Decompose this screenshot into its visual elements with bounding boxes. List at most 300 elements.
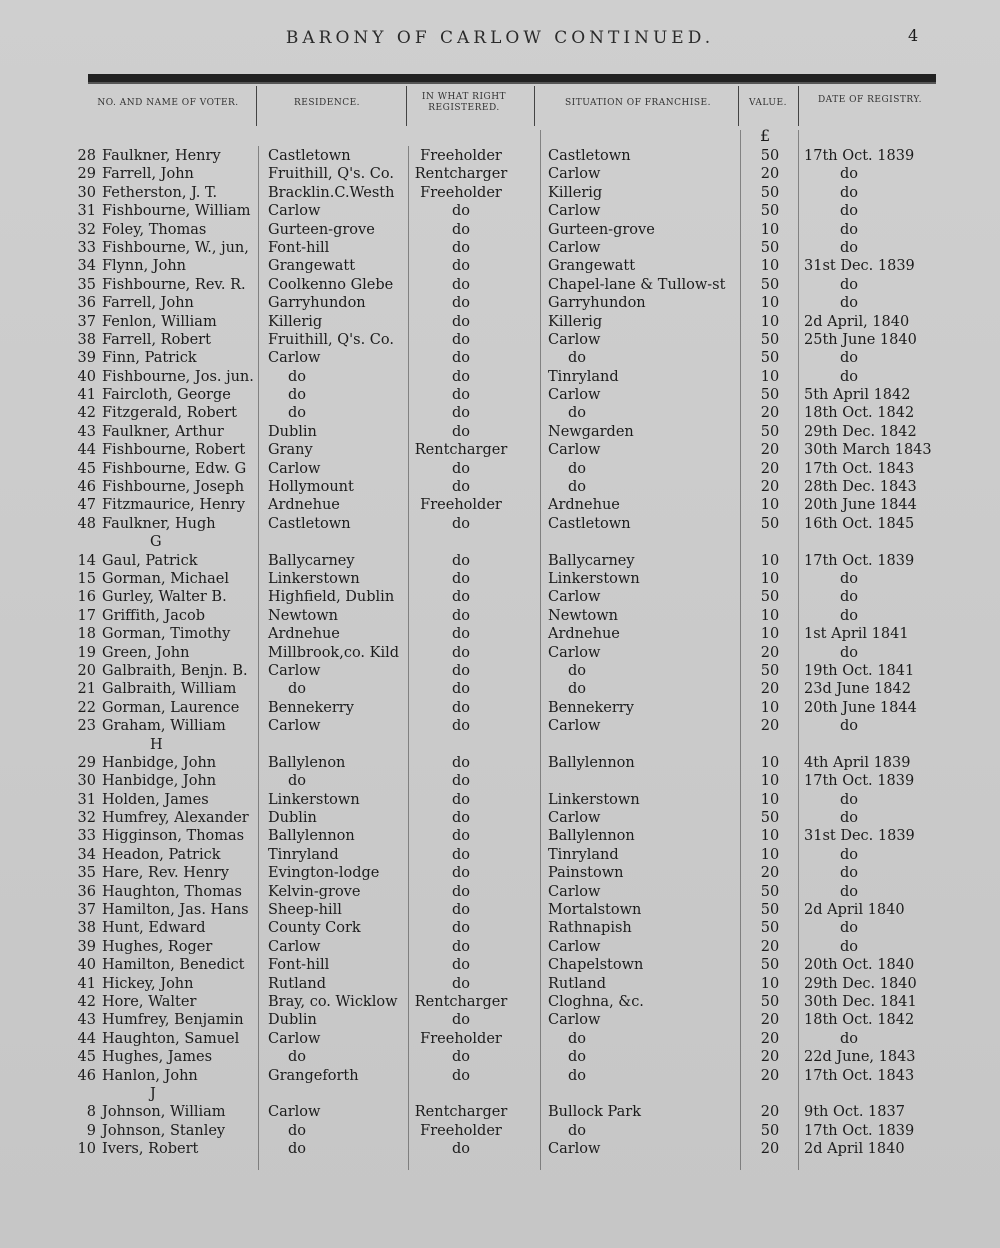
table-row [0,754,1000,772]
voter-number: 16 [77,589,96,606]
table-row [0,386,1000,404]
voter-number: 20 [77,662,96,679]
residence: Newtown [268,607,338,624]
registration-right: do [451,368,470,385]
table-row [0,313,1000,331]
voter-number: 32 [77,810,96,827]
registry-date: 2d April 1840 [804,1141,905,1158]
table-row [0,993,1000,1011]
registry-date: 17th Oct. 1839 [804,1122,915,1139]
registry-date: 19th Oct. 1841 [804,662,915,679]
franchise-value: 10 [760,791,780,808]
registry-date: do [839,920,858,937]
residence: Coolkenno Glebe [268,276,394,293]
section-letter-label: J [150,1085,156,1102]
voter-name: Gorman, Timothy [102,626,231,643]
residence: Grangewatt [268,258,356,275]
voter-name: Fitzgerald, Robert [102,405,238,422]
table-row [0,423,1000,441]
franchise-situation: Gurteen-grove [548,221,655,238]
franchise-situation: Chapel-lane & Tullow-st [548,276,726,293]
voter-name: Fishbourne, W., jun, [102,239,249,256]
registry-date: 20th June 1844 [804,699,917,716]
voter-number: 17 [77,607,96,624]
registry-date: 17th Oct. 1843 [804,1067,915,1084]
residence: Carlow [268,1030,321,1047]
registry-date: 1st April 1841 [804,626,909,643]
table-row [0,901,1000,919]
table-row [0,460,1000,478]
registration-right: do [451,1067,470,1084]
franchise-value: 10 [760,570,780,587]
residence: Killerig [268,313,323,330]
table-row [0,1030,1000,1048]
voter-number: 46 [77,1067,96,1084]
residence: Ardnehue [268,626,340,643]
table-row [0,588,1000,606]
residence: do [288,773,307,790]
table-row [0,368,1000,386]
franchise-situation: Castletown [548,148,631,164]
franchise-value: 50 [760,423,780,440]
registration-right: do [451,754,470,771]
header-rule [88,74,936,84]
registry-date: 31st Dec. 1839 [804,258,915,275]
residence: Ballylenon [268,754,346,771]
table-row [0,699,1000,717]
registration-right: do [451,203,470,220]
residence: Highfield, Dublin [268,589,395,606]
registry-date: 2d April, 1840 [804,313,910,330]
table-row [0,846,1000,864]
registry-date: 30th Dec. 1841 [804,993,917,1010]
table-row [0,1048,1000,1066]
registry-date: do [839,570,858,587]
registration-right: do [451,938,470,955]
registration-right: Freeholder [420,184,502,201]
franchise-situation: Ardnehue [548,497,620,514]
franchise-situation: Painstown [548,865,624,882]
registry-date: 29th Dec. 1840 [804,975,917,992]
residence: Castletown [268,148,351,164]
residence: do [288,368,307,385]
franchise-value: 50 [760,993,780,1010]
section-letter-label: G [150,534,162,551]
registration-right: do [451,975,470,992]
voter-number: 43 [77,1012,96,1029]
franchise-situation: Carlow [548,166,601,183]
residence: Dublin [268,810,317,827]
franchise-value: 50 [760,810,780,827]
currency-symbol: £ [760,126,771,145]
registry-date: do [839,810,858,827]
registration-right: do [451,552,470,569]
residence: Castletown [268,515,351,532]
franchise-situation: do [568,405,587,422]
table-row [0,294,1000,312]
franchise-value: 20 [760,718,780,735]
header-value: VALUE. [749,98,787,108]
voter-number: 36 [77,295,96,312]
franchise-situation: Rutland [548,975,606,992]
franchise-situation: Tinryland [548,368,619,385]
registration-right: do [451,221,470,238]
franchise-value: 50 [760,203,780,220]
franchise-situation: do [568,479,587,496]
registry-date: do [839,1030,858,1047]
voter-name: Haughton, Samuel [102,1030,240,1047]
voter-number: 35 [77,276,96,293]
franchise-value: 20 [760,1049,780,1066]
residence: Rutland [268,975,326,992]
voter-number: 41 [77,975,96,992]
voter-number: 41 [77,387,96,404]
voter-number: 37 [77,313,96,330]
residence: do [288,405,307,422]
section-letter [0,736,1000,754]
franchise-situation: Garryhundon [548,295,646,312]
franchise-value: 20 [760,681,780,698]
registration-right: Rentcharger [414,993,508,1010]
table-row [0,680,1000,698]
voter-number: 38 [77,920,96,937]
voter-name: Gurley, Walter B. [102,589,227,606]
franchise-value: 10 [760,699,780,716]
residence: Sheep-hill [268,902,342,919]
franchise-value: 50 [760,350,780,367]
section-letter [0,533,1000,551]
voter-number: 45 [77,460,96,477]
residence: Carlow [268,662,321,679]
voter-name: Fenlon, William [102,313,217,330]
page-number: 4 [908,26,919,45]
table-row [0,276,1000,294]
registry-date: do [839,368,858,385]
voter-name: Headon, Patrick [102,846,221,863]
franchise-situation: Linkerstown [548,791,640,808]
voter-name: Fishbourne, Robert [102,442,246,459]
residence: Font-hill [268,239,330,256]
table-row [0,864,1000,882]
voter-name: Faulkner, Arthur [102,423,224,440]
voter-number: 29 [77,166,96,183]
voter-number: 33 [77,828,96,845]
residence: Dublin [268,423,317,440]
registry-date: 17th Oct. 1843 [804,460,915,477]
residence: Linkerstown [268,570,360,587]
registry-date: do [839,203,858,220]
registry-date: do [839,883,858,900]
table-row [0,827,1000,845]
residence: Hollymount [268,479,354,496]
franchise-situation: Bennekerry [548,699,634,716]
residence: Bray, co. Wicklow [268,993,398,1010]
franchise-value: 50 [760,148,780,164]
registration-right: do [451,718,470,735]
voter-name: Haughton, Thomas [102,883,242,900]
registration-right: do [451,699,470,716]
franchise-value: 20 [760,1104,780,1121]
registry-date: do [839,846,858,863]
franchise-situation: Carlow [548,938,601,955]
voter-number: 44 [77,442,96,459]
franchise-value: 20 [760,644,780,661]
franchise-value: 20 [760,938,780,955]
franchise-situation: Carlow [548,1141,601,1158]
section-letter-label: H [150,736,163,753]
registration-right: Freeholder [420,497,502,514]
registry-date: do [839,644,858,661]
voter-number: 39 [77,938,96,955]
table-row [0,772,1000,790]
registry-date: do [839,276,858,293]
voter-number: 22 [77,699,96,716]
franchise-situation: Carlow [548,718,601,735]
franchise-value: 20 [760,1012,780,1029]
voter-number: 47 [77,497,96,514]
voter-name: Humfrey, Benjamin [102,1012,244,1029]
voter-number: 39 [77,350,96,367]
residence: Gurteen-grove [268,221,375,238]
franchise-value: 50 [760,902,780,919]
registration-right: do [451,902,470,919]
franchise-situation: Tinryland [548,846,619,863]
registry-date: 30th March 1843 [804,442,932,459]
registration-right: do [451,920,470,937]
franchise-value: 10 [760,846,780,863]
registry-date: 5th April 1842 [804,387,911,404]
table-row [0,607,1000,625]
registration-right: do [451,662,470,679]
table-row [0,496,1000,514]
column-headers [0,88,1000,128]
registration-right: do [451,626,470,643]
registry-date: 4th April 1839 [804,754,911,771]
franchise-situation: Ballycarney [548,552,635,569]
franchise-value: 10 [760,754,780,771]
voter-name: Hanlon, John [102,1067,198,1084]
registry-date: do [839,166,858,183]
registration-right: Rentcharger [414,1104,508,1121]
residence: Bennekerry [268,699,354,716]
registry-date: 17th Oct. 1839 [804,773,915,790]
table-row [0,919,1000,937]
voter-number: 23 [77,718,96,735]
registration-right: do [451,644,470,661]
column-divider [256,86,257,126]
registry-date: do [839,239,858,256]
registry-date: do [839,718,858,735]
table-row [0,1140,1000,1158]
residence: Carlow [268,350,321,367]
table-row [0,552,1000,570]
residence: Grangeforth [268,1067,359,1084]
voter-name: Higginson, Thomas [102,828,245,845]
voter-name: Farrell, John [102,295,194,312]
table-row [0,202,1000,220]
voter-name: Finn, Patrick [102,350,197,367]
franchise-situation: Carlow [548,1012,601,1029]
registry-date: 23d June 1842 [804,681,911,698]
registration-right: do [451,681,470,698]
registration-right: Freeholder [420,1122,502,1139]
franchise-situation: Castletown [548,515,631,532]
franchise-situation: do [568,662,587,679]
franchise-value: 10 [760,258,780,275]
registration-right: do [451,423,470,440]
table-row [0,515,1000,533]
franchise-situation: Ballylennon [548,828,635,845]
voter-name: Flynn, John [102,258,187,275]
voter-number: 32 [77,221,96,238]
registration-right: Rentcharger [414,166,508,183]
table-row [0,662,1000,680]
franchise-situation: do [568,350,587,367]
residence: Fruithill, Q's. Co. [268,166,394,183]
franchise-value: 50 [760,239,780,256]
franchise-situation: Grangewatt [548,258,636,275]
residence: Carlow [268,460,321,477]
franchise-situation: Carlow [548,331,601,348]
voter-number: 19 [77,644,96,661]
franchise-situation: Linkerstown [548,570,640,587]
voter-number: 18 [77,626,96,643]
franchise-value: 10 [760,497,780,514]
table-row [0,239,1000,257]
franchise-value: 50 [760,589,780,606]
franchise-situation: do [568,681,587,698]
registry-date: 17th Oct. 1839 [804,552,915,569]
residence: Carlow [268,1104,321,1121]
franchise-situation: Carlow [548,203,601,220]
table-row [0,570,1000,588]
registration-right: do [451,515,470,532]
residence: Kelvin-grove [268,883,361,900]
table-row [0,975,1000,993]
voter-name: Holden, James [102,791,209,808]
registry-date: 25th June 1840 [804,331,917,348]
voter-name: Faulkner, Hugh [102,515,216,532]
registration-right: Freeholder [420,1030,502,1047]
voter-name: Hamilton, Jas. Hans [102,902,249,919]
voter-number: 42 [77,993,96,1010]
franchise-value: 20 [760,166,780,183]
header-right: IN WHAT RIGHT REGISTERED. [421,92,507,113]
franchise-value: 20 [760,442,780,459]
voter-number: 35 [77,865,96,882]
franchise-situation: Cloghna, &c. [548,993,644,1010]
registration-right: do [451,1141,470,1158]
voter-name: Fishbourne, Edw. G [102,460,247,477]
voter-number: 40 [77,368,96,385]
franchise-situation: Newtown [548,607,618,624]
table-row [0,1103,1000,1121]
voter-number: 21 [77,681,96,698]
voter-number: 36 [77,883,96,900]
registry-date: do [839,865,858,882]
franchise-value: 10 [760,975,780,992]
franchise-value: 10 [760,552,780,569]
registration-right: do [451,791,470,808]
column-divider [738,86,739,126]
franchise-value: 20 [760,479,780,496]
registry-date: 17th Oct. 1839 [804,148,915,164]
table-row [0,441,1000,459]
voter-name: Johnson, Stanley [102,1122,226,1139]
table-row [0,644,1000,662]
table-row [0,1011,1000,1029]
registration-right: do [451,405,470,422]
voter-table [0,147,1000,1158]
registration-right: Freeholder [420,148,502,164]
registry-date: do [839,938,858,955]
franchise-value: 50 [760,920,780,937]
voter-name: Hunt, Edward [102,920,206,937]
table-row [0,883,1000,901]
voter-name: Green, John [102,644,190,661]
voter-name: Farrell, John [102,166,194,183]
voter-name: Graham, William [102,718,226,735]
table-row [0,625,1000,643]
residence: Garryhundon [268,295,366,312]
registry-date: do [839,350,858,367]
franchise-value: 50 [760,662,780,679]
voter-number: 44 [77,1030,96,1047]
voter-name: Gorman, Michael [102,570,230,587]
residence: do [288,1049,307,1066]
page-title: BARONY OF CARLOW CONTINUED. [285,28,715,48]
voter-number: 34 [77,258,96,275]
registration-right: do [451,1049,470,1066]
registration-right: do [451,313,470,330]
header-no-name: NO. AND NAME OF VOTER. [97,98,239,108]
franchise-situation: Carlow [548,644,601,661]
residence: Linkerstown [268,791,360,808]
franchise-value: 10 [760,626,780,643]
registry-date: 16th Oct. 1845 [804,515,915,532]
table-row [0,257,1000,275]
franchise-value: 10 [760,221,780,238]
registration-right: do [451,810,470,827]
franchise-situation: do [568,1030,587,1047]
voter-name: Galbraith, Benjn. B. [102,662,248,679]
residence: do [288,387,307,404]
voter-name: Fishbourne, Jos. jun. [102,368,254,385]
franchise-value: 10 [760,295,780,312]
franchise-situation: Mortalstown [548,902,642,919]
franchise-situation: Carlow [548,810,601,827]
voter-name: Faulkner, Henry [102,148,221,164]
voter-number: 37 [77,902,96,919]
registry-date: do [839,221,858,238]
voter-name: Fetherston, J. T. [102,184,218,201]
voter-name: Hanbidge, John [102,773,217,790]
voter-name: Fishbourne, Joseph [102,479,245,496]
franchise-value: 50 [760,276,780,293]
residence: do [288,1122,307,1139]
franchise-value: 10 [760,368,780,385]
registration-right: do [451,276,470,293]
franchise-value: 20 [760,1067,780,1084]
voter-number: 40 [77,957,96,974]
franchise-situation: Carlow [548,387,601,404]
voter-name: Hickey, John [102,975,194,992]
franchise-value: 20 [760,1030,780,1047]
voter-number: 31 [77,791,96,808]
header-situation: SITUATION OF FRANCHISE. [565,98,711,108]
table-row [0,1122,1000,1140]
registration-right: do [451,350,470,367]
